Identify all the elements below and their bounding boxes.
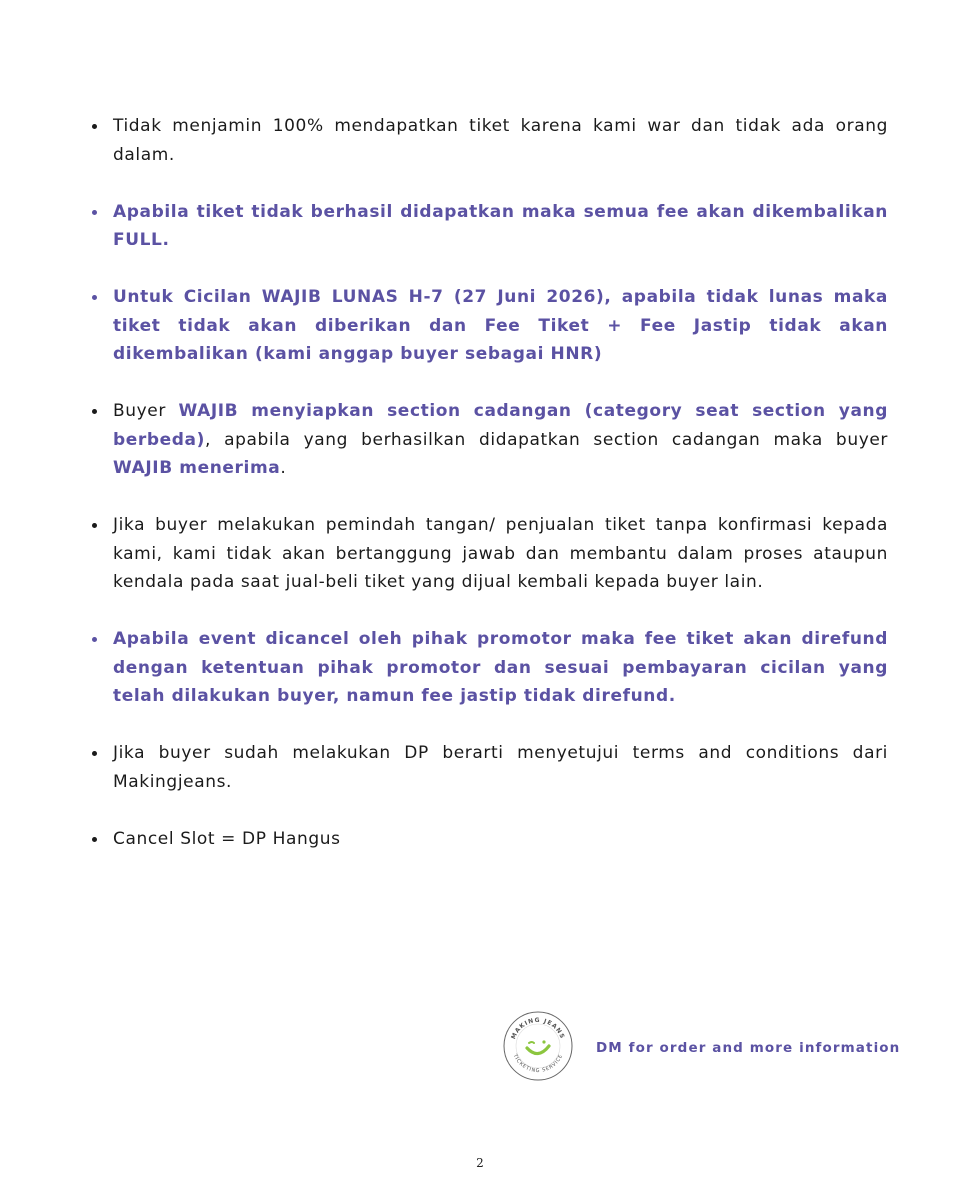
term-no-guarantee: [92, 112, 888, 169]
term-full-refund: [92, 198, 888, 255]
term-text: Untuk Cicilan WAJIB LUNAS H-7 (27 Juni 2026), apabila tidak lunas maka tiket tidak akan diberikan dan Fee Tiket + Fee Jastip tidak akan dikembalikan (kami anggap buyer sebagai HNR): [113, 287, 888, 364]
term-dp-agreement: [92, 739, 888, 796]
term-text-part: Buyer: [113, 401, 179, 421]
bullet-icon: [92, 210, 97, 215]
term-text: Jika buyer sudah melakukan DP berarti menyetujui terms and conditions dari Makingjeans.: [113, 743, 888, 792]
term-text: Apabila tiket tidak berhasil didapatkan maka semua fee akan dikembalikan FULL.: [113, 201, 888, 250]
bullet-icon: [92, 124, 97, 129]
terms-list: [92, 112, 888, 882]
term-highlight: WAJIB menyiapkan section cadangan (category seat section yang berbeda): [113, 401, 889, 450]
making-jeans-logo: [502, 1010, 574, 1082]
term-backup-section: [92, 397, 888, 483]
bullet-icon: [92, 295, 97, 300]
term-event-cancel: [92, 625, 888, 711]
term-cancel-slot: [92, 825, 888, 854]
bullet-icon: [92, 409, 97, 414]
page-number: 2: [476, 1156, 484, 1170]
term-text: Jika buyer melakukan pemindah tangan/ penjualan tiket tanpa konfirmasi kepada kami, kami tidak akan bertanggung jawab dan membantu dalam proses ataupun kendala pada saat jual-beli tiket yang dijual kembali kepada buyer lain.: [113, 515, 888, 592]
bullet-icon: [92, 637, 97, 642]
bullet-icon: [92, 837, 97, 842]
term-text: Apabila event dicancel oleh pihak promotor maka fee tiket akan direfund dengan ketentuan pihak promotor dan sesuai pembayaran cicilan yang telah dilakukan buyer, namun fee jastip tidak direfund.: [113, 629, 888, 706]
logo-bottom-text: TICKETING SERVICE: [511, 1053, 565, 1075]
term-text-part: .: [280, 458, 287, 478]
footer-info: [502, 1010, 901, 1082]
term-text-part: , apabila yang berhasilkan didapatkan section cadangan maka buyer: [205, 429, 888, 450]
bullet-icon: [92, 751, 97, 756]
dm-contact-text: DM for order and more information: [596, 1040, 901, 1056]
logo-top-text: MAKING JEANS: [510, 1016, 566, 1041]
term-ticket-transfer: [92, 511, 888, 597]
bullet-icon: [92, 523, 97, 528]
term-text: Cancel Slot = DP Hangus: [113, 828, 341, 849]
term-text: Tidak menjamin 100% mendapatkan tiket karena kami war dan tidak ada orang dalam.: [113, 116, 888, 165]
term-highlight: WAJIB menerima: [113, 458, 281, 478]
term-installment-deadline: [92, 283, 888, 369]
